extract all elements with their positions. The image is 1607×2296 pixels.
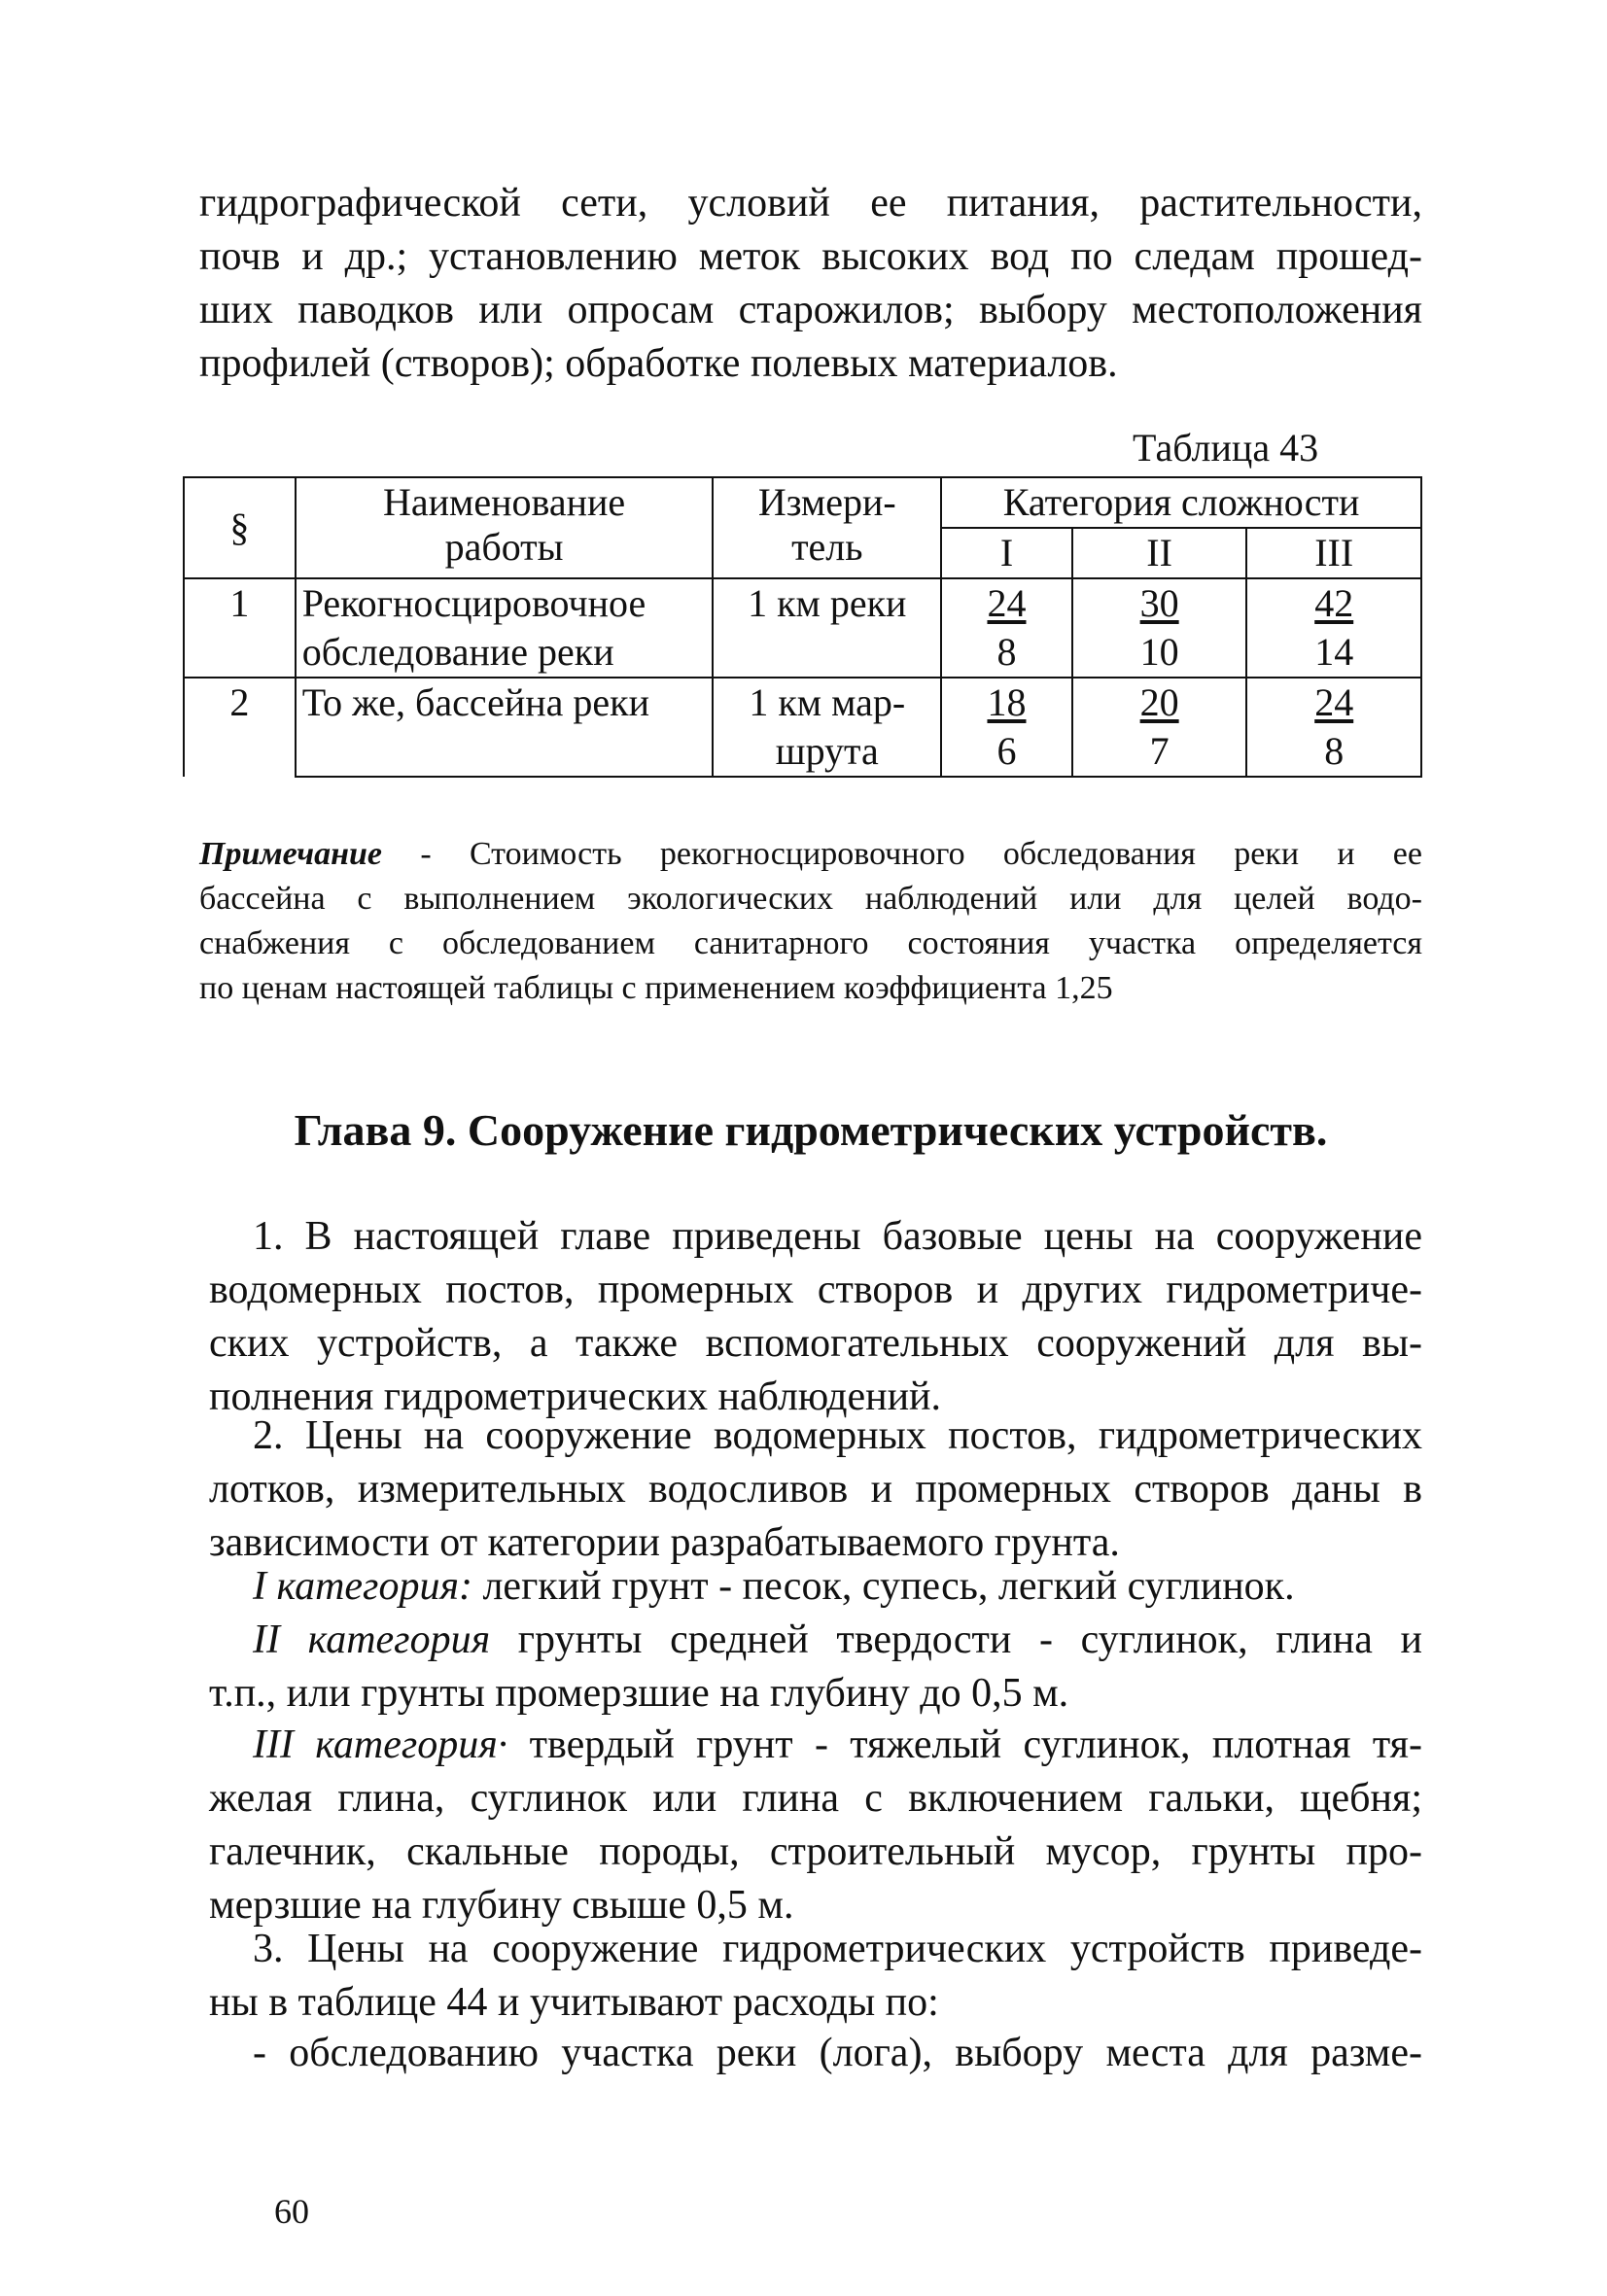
category-3-paragraph	[209, 1719, 1422, 1932]
text-line: лотков, измерительных водосливов и промерных створов даны в	[209, 1467, 1422, 1512]
header-category-i: I	[941, 528, 1072, 578]
category-3-label: III категория·	[253, 1722, 508, 1767]
paragraph-3	[209, 1923, 1422, 2030]
header-category-ii: II	[1072, 528, 1247, 578]
text-line: почв и др.; установлению меток высоких вод по следам прошед-	[199, 234, 1422, 279]
page-number: 60	[274, 2192, 309, 2231]
text-line: мерзшие на глубину свыше 0,5 м.	[209, 1883, 794, 1928]
table-header-row	[184, 477, 1421, 528]
header-category-iii: III	[1246, 528, 1421, 578]
text-line: ны в таблице 44 и учитывают расходы по:	[209, 1980, 939, 2025]
table-row	[184, 678, 1421, 727]
row-unit: 1 км реки	[713, 578, 941, 628]
category-1-label: I категория:	[253, 1564, 472, 1609]
price-top	[941, 578, 1072, 628]
text-line	[209, 1614, 1422, 1667]
text-line: т.п., или грунты промерзшие на глубину до 0,5 м.	[209, 1671, 1069, 1716]
text-line: 1. В настоящей главе приведены базовые цены на сооружение	[253, 1214, 1422, 1259]
text-line: желая глина, суглинок или глина с включением гальки, щебня;	[209, 1776, 1422, 1821]
header-section: §	[184, 477, 296, 578]
price-denominator: 8	[941, 628, 1072, 678]
price-top	[1072, 578, 1247, 628]
table-row	[184, 578, 1421, 628]
category-3-text: твердый грунт - тяжелый суглинок, плотная тя-	[507, 1722, 1422, 1767]
price-numerator: 18	[987, 680, 1027, 724]
text-line: 3. Цены на сооружение гидрометрических устройств приведе-	[253, 1927, 1422, 1971]
row-unit: шрута	[713, 727, 941, 777]
text-line: ших паводков или опросам старожилов; выбору местоположения	[199, 288, 1422, 332]
table-43	[183, 476, 1422, 778]
text-line: полнения гидрометрических наблюдений.	[209, 1374, 942, 1419]
category-1-paragraph	[209, 1560, 1422, 1614]
price-numerator: 24	[1314, 680, 1354, 724]
text-line: зависимости от категории разрабатываемого грунта.	[209, 1520, 1120, 1565]
category-2-paragraph	[209, 1614, 1422, 1721]
table-caption: Таблица 43	[1133, 426, 1319, 470]
text-line	[209, 1719, 1422, 1772]
text-line	[209, 1560, 1422, 1614]
chapter-title: Глава 9. Сооружение гидрометрических устройств.	[294, 1105, 1328, 1155]
row-number: 2	[184, 678, 296, 777]
price-denominator: 14	[1246, 628, 1421, 678]
table-row-continuation	[184, 628, 1421, 678]
category-1-text: легкий грунт - песок, супесь, легкий суглинок.	[472, 1564, 1295, 1609]
table-row-continuation	[184, 727, 1421, 777]
header-unit-line: тель	[791, 525, 863, 569]
note-text: - Стоимость рекогносцировочного обследования реки и ее	[382, 836, 1422, 872]
category-2-text: грунты средней твердости - суглинок, глина и	[490, 1618, 1422, 1662]
row-name: Рекогносцировочное	[296, 578, 714, 628]
paragraph-2	[209, 1409, 1422, 1570]
row-number: 1	[184, 578, 296, 678]
price-denominator: 8	[1246, 727, 1421, 777]
row-unit	[713, 628, 941, 678]
text-line: водомерных постов, промерных створов и других гидрометриче-	[209, 1268, 1422, 1312]
note-line	[199, 832, 1422, 877]
row-name	[296, 727, 714, 777]
row-unit: 1 км мар-	[713, 678, 941, 727]
price-numerator: 20	[1139, 680, 1179, 724]
price-numerator: 30	[1139, 581, 1179, 625]
price-top	[1246, 678, 1421, 727]
text-line: профилей (створов); обработке полевых материалов.	[199, 341, 1118, 386]
note-line: снабжения с обследованием санитарного состояния участка определяется	[199, 925, 1422, 961]
text-line: ских устройств, а также вспомогательных сооружений для вы-	[209, 1321, 1422, 1366]
header-name	[296, 477, 714, 578]
note-label: Примечание	[199, 836, 383, 872]
price-top	[1246, 578, 1421, 628]
header-name-line: Наименование	[382, 480, 626, 524]
row-name: обследование реки	[296, 628, 714, 678]
header-unit-line: Измери-	[757, 480, 896, 524]
price-denominator: 7	[1072, 727, 1247, 777]
note-line: бассейна с выполнением экологических наблюдений или для целей водо-	[199, 881, 1422, 917]
text-line: 2. Цены на сооружение водомерных постов, гидрометрических	[253, 1413, 1422, 1458]
text-line: галечник, скальные породы, строительный мусор, грунты про-	[209, 1829, 1422, 1874]
note-line: по ценам настоящей таблицы с применением коэффициента 1,25	[199, 970, 1113, 1006]
table-note	[199, 832, 1422, 1011]
intro-paragraph	[199, 177, 1422, 391]
price-denominator: 10	[1072, 628, 1247, 678]
header-unit	[713, 477, 941, 578]
paragraph-1	[209, 1210, 1422, 1424]
category-2-label: II категория	[253, 1618, 491, 1662]
text-line: гидрографической сети, условий ее питания, растительности,	[199, 181, 1422, 226]
header-category: Категория сложности	[941, 477, 1421, 528]
price-denominator: 6	[941, 727, 1072, 777]
price-top	[941, 678, 1072, 727]
price-numerator: 24	[987, 581, 1027, 625]
header-name-line: работы	[444, 525, 564, 569]
paragraph-4	[209, 2027, 1422, 2080]
price-numerator: 42	[1314, 581, 1354, 625]
row-name: То же, бассейна реки	[296, 678, 714, 727]
price-top	[1072, 678, 1247, 727]
text-line: - обследованию участка реки (лога), выбору места для разме-	[253, 2031, 1422, 2075]
